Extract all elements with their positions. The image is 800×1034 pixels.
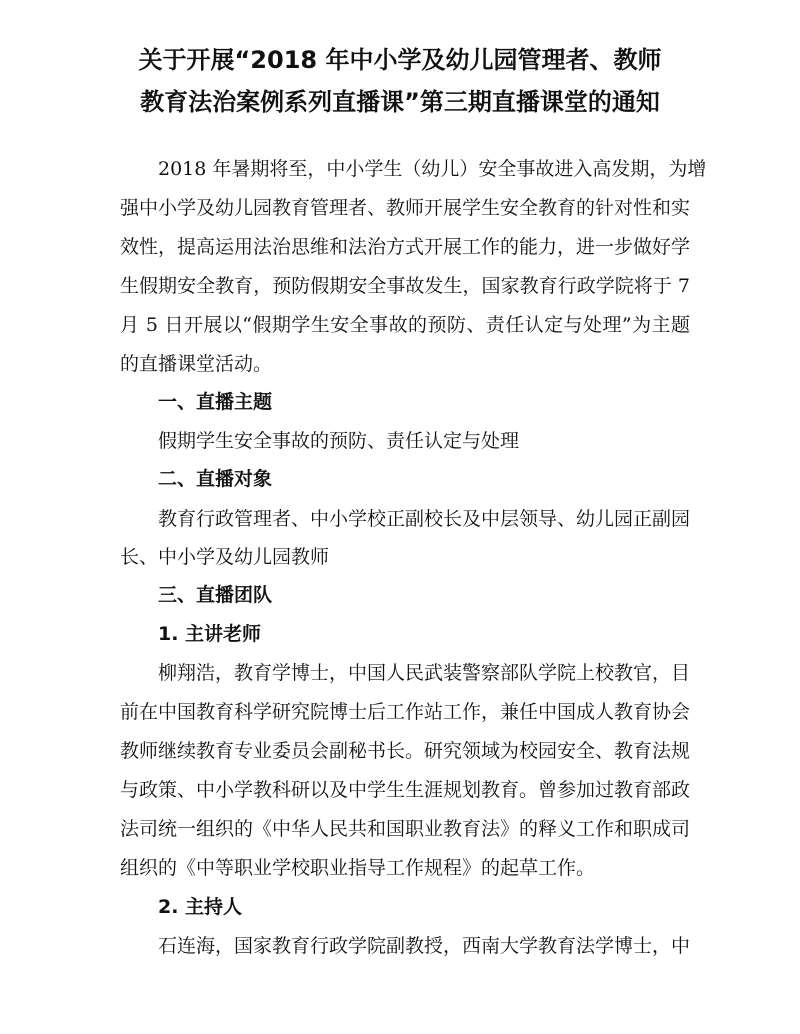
intro-line-2: 强中小学及幼儿园教育管理者、教师开展学生安全教育的针对性和实 bbox=[120, 197, 691, 219]
lecturer-line-3: 教师继续教育专业委员会副秘书长。研究领域为校园安全、教育法规 bbox=[120, 740, 691, 762]
notice-title-line-1: 关于开展“2018 年中小学及幼儿园管理者、教师 bbox=[138, 46, 662, 74]
section-topic-line-1: 假期学生安全事故的预防、责任认定与处理 bbox=[158, 430, 520, 452]
section-heading-audience: 二、直播对象 bbox=[158, 468, 273, 490]
intro-line-4: 生假期安全教育，预防假期安全事故发生，国家教育行政学院将于 7 bbox=[120, 275, 690, 297]
lecturer-line-2: 前在中国教育科学研究院博士后工作站工作，兼任中国成人教育协会 bbox=[120, 701, 691, 723]
notice-title-line-2: 教育法治案例系列直播课”第三期直播课堂的通知 bbox=[140, 88, 660, 116]
section-heading-team: 三、直播团队 bbox=[158, 584, 273, 606]
section-heading-topic: 一、直播主题 bbox=[158, 391, 273, 413]
lecturer-line-1: 柳翔浩，教育学博士，中国人民武装警察部队学院上校教官，目 bbox=[158, 662, 691, 684]
intro-line-5: 月 5 日开展以“假期学生安全事故的预防、责任认定与处理”为主题 bbox=[120, 314, 690, 336]
host-line-1: 石连海，国家教育行政学院副教授，西南大学教育法学博士，中 bbox=[158, 935, 691, 957]
lecturer-line-6: 组织的《中等职业学校职业指导工作规程》的起草工作。 bbox=[120, 857, 596, 879]
intro-line-6: 的直播课堂活动。 bbox=[120, 353, 273, 375]
section-audience-line-1: 教育行政管理者、中小学校正副校长及中层领导、幼儿园正副园 bbox=[158, 508, 691, 530]
subsection-heading-lecturer: 1. 主讲老师 bbox=[158, 623, 262, 645]
intro-line-3: 效性，提高运用法治思维和法治方式开展工作的能力，进一步做好学 bbox=[120, 236, 691, 258]
intro-line-1: 2018 年暑期将至，中小学生（幼儿）安全事故进入高发期，为增 bbox=[158, 158, 707, 180]
lecturer-line-4: 与政策、中小学教科研以及中学生生涯规划教育。曾参加过教育部政 bbox=[120, 779, 691, 801]
lecturer-line-5: 法司统一组织的《中华人民共和国职业教育法》的释义工作和职成司 bbox=[120, 818, 691, 840]
subsection-heading-host: 2. 主持人 bbox=[158, 896, 243, 918]
section-audience-line-2: 长、中小学及幼儿园教师 bbox=[120, 546, 330, 568]
